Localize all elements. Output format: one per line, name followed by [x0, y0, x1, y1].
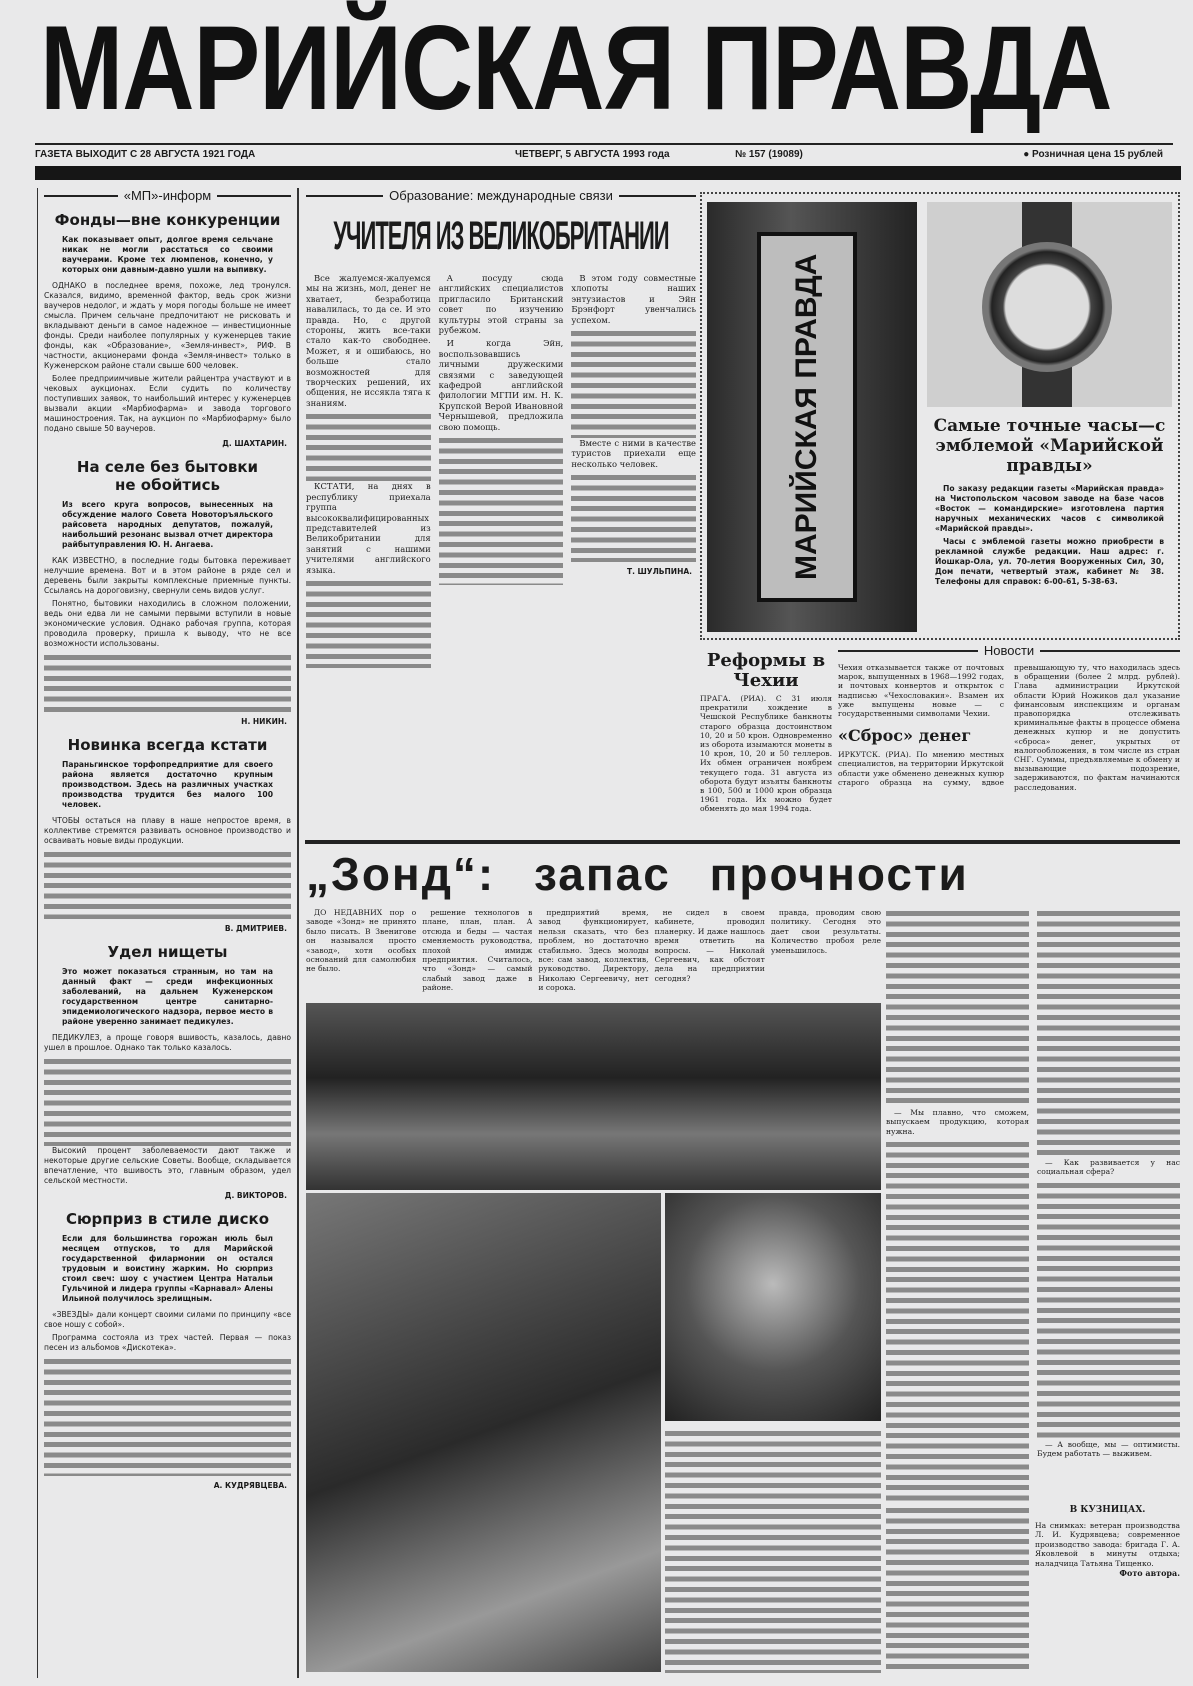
article-village-services	[44, 458, 291, 726]
photo-veteran	[665, 1193, 881, 1421]
byline: Д. ШАХТАРИН.	[222, 439, 287, 448]
paragraph: В этом году совместные хлопоты наших энтузиастов и Эйн Брэнфорт увенчались успехом.	[571, 273, 697, 325]
header-divider	[35, 166, 1181, 180]
paragraph: Высокий процент заболеваемости дают также и некоторые другие сельские Советы. Вообще, складывается впечатление, что вшивость это, главным образом, удел сельской местности.	[44, 1146, 291, 1185]
text-block	[44, 849, 291, 919]
paragraph: — Мы плавно, что сможем, выпускаем продукцию, которая нужна.	[886, 1108, 1029, 1136]
left-column-mp-inform	[37, 188, 299, 1678]
photo-workers	[306, 1193, 661, 1672]
section-label: Новости	[983, 643, 1035, 658]
ad-title: Самые точные часы—с эмблемой «Марийской правды»	[933, 416, 1166, 476]
text-block	[1037, 908, 1180, 1158]
paragraph: Программа состояла из трех частей. Первая — показ песен из альбомов «Дискотека».	[44, 1333, 291, 1352]
text-block	[44, 1356, 291, 1476]
text-block	[1037, 1180, 1180, 1440]
text-block	[886, 1505, 1029, 1670]
news-item-czech	[700, 647, 832, 814]
byline: Д. ВИКТОРОВ.	[224, 1191, 287, 1200]
section-header-education	[306, 188, 696, 203]
text-block	[44, 652, 291, 712]
headline: Сюрприз в стиле диско	[65, 1210, 270, 1228]
divider	[305, 840, 1180, 844]
text-block	[886, 908, 1029, 1108]
news-header	[838, 643, 1180, 658]
paragraph: — А вообще, мы — оптимисты. Будем работать — выживем.	[1037, 1439, 1180, 1459]
paragraph: КАК ИЗВЕСТНО, в последние годы бытовка переживает нелучшие времена. Вот и в этом районе в ряде сел и деревень были закрыты комплексные приемные пункты. Ссылаясь на дороговизну, свернули семь видов услуг.	[44, 556, 291, 595]
news-item-irkutsk: ИРКУТСК. (РИА). По мнению местных специалистов, на территории Иркутской области уже обменено денежных купюр старого образца на сумму, вдвое превышающую ту, что находилась здесь в обращении (более 2 млрд. рублей). Глава администрации Иркутской области Юрий Ножиков дал указание финансовым инспекциям и органам правопорядка отслеживать криминальные факты в процессе обмена денежных купюр и не допустить «сброса» денег, укрытых от налогообложения, в том числе из стран СНГ. Суммы, предъявляемые к обмену и вызывающие подозрение, задерживаются, по фактам начинаются расследования.	[838, 663, 1180, 792]
article-column	[571, 273, 696, 668]
text-block	[306, 578, 431, 668]
zond-lead-columns	[306, 908, 881, 996]
section-label: Образование: международные связи	[389, 188, 613, 203]
paragraph: Более предприимчивые жители райцентра участвуют и в чековых аукционах. Если судить по количеству поступивших заявок, то наибольший интерес у куженерцев вызвали акции «Марбиофарма» и завода торгового машиностроения. Так, на аукцион по «Марбиофарму» было подано свыше 50 ваучеров.	[44, 374, 291, 433]
article-column	[422, 908, 532, 996]
photo-workshop	[306, 1003, 881, 1190]
article-column	[306, 273, 431, 668]
headline: Реформы в Чехии	[706, 650, 826, 691]
since-year: ГАЗЕТА ВЫХОДИТ С 28 АВГУСТА 1921 ГОДА	[35, 149, 256, 160]
paragraph: ДО НЕДАВНИХ пор о заводе «Зонд» не принято было писать. В Звенигове он назывался просто «завод», хотя особых оснований для самолюбия не было.	[306, 908, 417, 974]
price: ● Розничная цена 15 рублей	[1023, 149, 1163, 160]
deck: Параньгинское торфопредприятие для своего района является достаточно крупным производством. Здесь на различных участках производства трудится без малого 100 человек.	[62, 760, 273, 809]
article-poverty	[44, 943, 291, 1200]
article-teachers-from-britain	[306, 188, 696, 828]
zond-right-column-b	[1037, 908, 1180, 1462]
text-block	[306, 411, 431, 481]
news-columns	[838, 663, 1180, 792]
paragraph: Вместе с ними в качестве туристов приехали еще несколько человек.	[571, 438, 697, 469]
news-text: ПРАГА. (РИА). С 31 июля прекратили хождение в Чешской Республике банкноты старого образца достоинством 10, 20 и 50 крон. Одновременно из оборота изымаются монеты в 10 крон, 10, 20 и 50 геллеров. Их обмен ограничен ноябрем текущего года. 31 августа из оборота будут изъяты банкноты в 100, 500 и 1000 крон образца 1961 года. Их можно будет обменять до мая 1994 года.	[700, 694, 832, 814]
headline: На селе без бытовки не обойтись	[76, 458, 259, 494]
sign-text: МАРИЙСКАЯ ПРАВДА	[757, 232, 857, 602]
paragraph: ПЕДИКУЛЕЗ, а проще говоря вшивость, казалось, давно ушел в прошлое. Однако так только казалось.	[44, 1033, 291, 1052]
byline: Т. ШУЛЬПИНА.	[626, 567, 693, 577]
article-column	[655, 908, 765, 996]
paragraph: Часы с эмблемой газеты можно приобрести в рекламной службе редакции. Наш адрес: г. Йошкар-Ола, ул. 70-летия Вооруженных Сил, 30, Дом печати, четвертый этаж, кабинет № 38. Телефоны для справок: 6-00-61, 5-38-63.	[935, 537, 1164, 586]
photo-caption	[1035, 1505, 1180, 1578]
paragraph: решение технологов в плане, план, план. А отсюда и беды — частая сменяемость руководства, плохой имидж предприятия. Считалось, что «Зонд» — самый слабый завод даже в районе.	[422, 908, 533, 993]
paragraph: — Как развивается у нас социальная сфера?	[1037, 1158, 1180, 1177]
paragraph: предприятий время, завод функционирует, нельзя сказать, что без проблем, но достаточно стабильно. Здесь молоды все: сам завод, коллектив, руководство. Директору, Николаю Сергеевичу, нет и сорока.	[538, 908, 649, 993]
caption-text: На снимках: ветеран производства Л. И. Кудрявцева; современное производство завода: бригада Г. А. Яковлевой в минуты отдыха; наладчица Татьяна Тищенко.	[1035, 1521, 1180, 1568]
paragraph: Понятно, бытовики находились в сложном положении, ведь они едва ли не самыми первыми вступили в новые экономические условия. Однако рабочая группа, которая проводила проверку, пришла к выводу, что не все возможности использованы.	[44, 599, 291, 648]
ad-text	[927, 416, 1172, 593]
headline: Новинка всегда кстати	[67, 736, 268, 754]
article-column	[538, 908, 648, 996]
text-block	[665, 1428, 881, 1673]
paragraph: не сидел в своем кабинете, проводил планерку. И даже нашлось время ответить на вопросы. — Николай Сергеевич, как обстоят дела на предприятии сегодня?	[654, 908, 765, 983]
paragraph: И когда Эйн, воспользовавшись личными дружескими связями с заведующей кафедрой английской филологии МГПИ им. Н. К. Крупской Верой Ивановной Чернышевой, предложила свою помощь.	[438, 338, 564, 432]
deck: Из всего круга вопросов, вынесенных на обсуждение малого Совета Новоторъяльского райсовета народных депутатов, пожалуй, наибольший резонанс вызвал отчет директора райбытуправления Ю. Н. Ангаева.	[62, 500, 273, 549]
headline-money-dump: «Сброс» денег	[838, 726, 972, 746]
news-section	[700, 643, 1180, 838]
article-column	[306, 908, 416, 996]
byline: А. КУДРЯВЦЕВА.	[213, 1481, 287, 1490]
byline: В. ДМИТРИЕВ.	[224, 924, 287, 933]
paragraph: «ЗВЕЗДЫ» дали концерт своими силами по принципу «все свое ношу с собой».	[44, 1310, 291, 1329]
text-block	[571, 328, 696, 438]
photo-credit: Фото автора.	[1119, 1568, 1180, 1579]
issue-number: № 157 (19089)	[735, 149, 803, 160]
news-item-czech-stamps: Чехия отказывается также от почтовых марок, выпущенных в 1968—1992 годах, и почтовых конвертов и открыток с надписью «Чехословакия». Взамен их уже выпущены новые — с государственными символами Чехии.	[838, 663, 1004, 719]
text-block	[439, 435, 564, 585]
headline: Фонды—вне конкуренции	[54, 211, 281, 229]
paragraph: КСТАТИ, на днях в республику приехала группа высококвалифицированных представителей из Великобритании для занятий с нашими учителями английского языка.	[306, 481, 431, 575]
deck: Если для большинства горожан июль был месяцем отпусков, то для Марийской государственной филармонии он остался трудовым и воистину жарким. Но сюрприз стоил свеч: шоу с участием Центра Натальи Гульчиной и лидера группы «Карнавал» Алены Ильиной получилось зрелищным.	[62, 1234, 273, 1303]
issue-date: ЧЕТВЕРГ, 5 АВГУСТА 1993 года	[515, 149, 670, 160]
deck: Это может показаться странным, но там на данный факт — среди инфекционных заболеваний, на дальнем Куженерском государственном центре санитарно-эпидемиологического надзора, первое место в районе уверенно занимает педикулез.	[62, 967, 273, 1026]
article-funds	[44, 211, 291, 448]
caption-title: В КУЗНИЦАХ.	[1069, 1505, 1146, 1515]
text-block	[571, 472, 696, 562]
article-body	[306, 273, 696, 668]
headline: УЧИТЕЛЯ ИЗ ВЕЛИКОБРИТАНИИ	[333, 213, 669, 259]
byline: Н. НИКИН.	[241, 717, 287, 726]
text-block	[44, 1056, 291, 1146]
article-column	[771, 908, 881, 996]
issue-info-line	[35, 143, 1173, 161]
paragraph: ОДНАКО в последнее время, похоже, лед тронулся. Сказался, видимо, временной фактор, ведь срок жизни ваучеров недолог, и ждать у моря погоды больше не имеет смысла. Причем сельчане предпочитают не рисковать и вкладывают деньги в самое надежное — инвестиционные фонды. Среди наиболее популярных у куженерцев такие фонды, как «Образование», «Земля-инвест», РИФ. В частности, акционерами фонда «Земля-инвест» только в Куженерском районе стали свыше 600 человек.	[44, 281, 291, 370]
paragraph: А посуду сюда английских специалистов пригласило Британский совет по изучению культуры этой страны за рубежом.	[438, 273, 564, 336]
section-label: «МП»-информ	[123, 188, 212, 203]
photo-watch	[927, 202, 1172, 407]
deck: Как показывает опыт, долгое время сельчане никак не могли расстаться со своими ваучерами. Кроме тех люмпенов, конечно, у которых они давным-давно ушли на выпивку.	[62, 235, 273, 274]
masthead-title: МАРИЙСКАЯ ПРАВДА	[40, 0, 1112, 136]
ad-watches	[700, 192, 1180, 640]
article-disco	[44, 1210, 291, 1490]
paragraph: ЧТОБЫ остаться на плаву в наше непростое время, в коллективе стремятся развивать основное производство и осваивать новые виды продукции.	[44, 816, 291, 845]
headline: Удел нищеты	[107, 943, 228, 961]
photo-sign	[707, 202, 917, 632]
article-novelty	[44, 736, 291, 933]
headline-zond: „Зонд“: запас прочности	[306, 848, 969, 900]
paragraph: По заказу редакции газеты «Марийская правда» на Чистопольском часовом заводе на базе часов «Восток — командирские» изготовлена партия наручных механических часов с символикой «Марийской правды».	[935, 484, 1164, 533]
article-column	[439, 273, 564, 668]
paragraph: Все жалуемся-жалуемся мы на жизнь, мол, денег не хватает, безработица навалилась, то да се. И это правда. Но, с другой стороны, жить все-таки стало как-то свободнее. Может, я и ошибаюсь, но больше стало возможностей для творческих решений, их общения, не иссякла тяга к знаниям.	[306, 273, 431, 408]
section-header-mp-inform	[44, 188, 291, 203]
watch-face-icon	[982, 242, 1112, 372]
paragraph: правда, проводим свою политику. Сегодня это дает свои результаты. Количество пробоя реле уменьшилось.	[770, 908, 882, 955]
